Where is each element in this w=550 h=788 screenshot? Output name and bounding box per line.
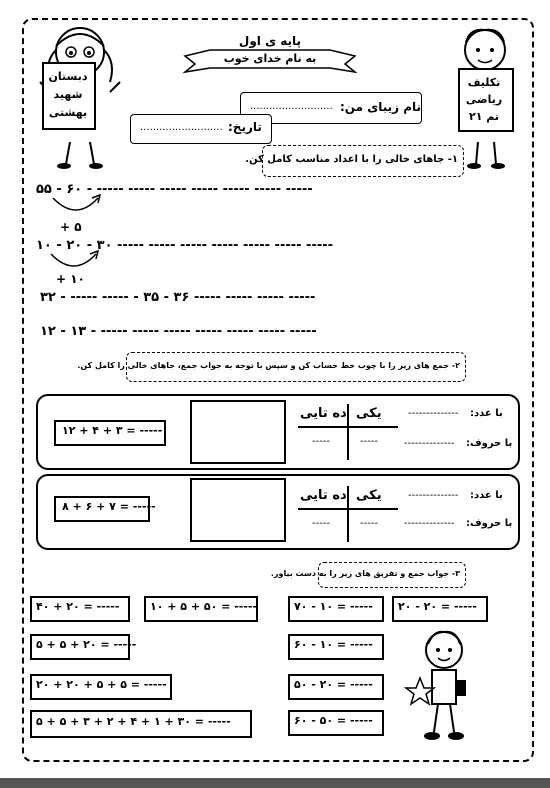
name-dots[interactable]: .......................... bbox=[250, 101, 333, 112]
with-number-blank-1[interactable]: -------------- bbox=[408, 408, 459, 419]
q3-right-4[interactable]: ۵۰ - ۲۰ = ----- bbox=[294, 678, 373, 691]
yeki-blank-1[interactable]: ----- bbox=[360, 436, 379, 447]
q3-right-1[interactable]: ۲۰ - ۲۰ = ----- bbox=[398, 600, 477, 613]
q1-row-4[interactable]: ۱۲ - ۱۳ - ----- ----- ----- ----- ----- ----- ----- bbox=[40, 324, 317, 339]
col-dahtayi-1: ده تایی bbox=[300, 406, 347, 421]
homework-line-3: تم ۲۱ bbox=[468, 110, 500, 123]
school-line-3: بهشتی bbox=[48, 106, 88, 119]
with-number-label-1: با عدد: bbox=[470, 408, 503, 419]
school-line-1: دبستان bbox=[48, 70, 88, 83]
q3-right-3[interactable]: ۶۰ - ۱۰ = ----- bbox=[294, 638, 373, 651]
grade-title: پایه ی اول bbox=[238, 34, 302, 48]
q2-problem-2[interactable]: ۸ + ۶ + ۷ = ----- bbox=[62, 500, 156, 513]
with-letters-label-2: با حروف: bbox=[466, 518, 513, 529]
homework-line-1: تکلیف bbox=[467, 76, 501, 89]
school-line-2: شهید bbox=[53, 88, 83, 101]
bottom-bar bbox=[0, 778, 550, 788]
q3-right-5[interactable]: ۶۰ - ۵۰ = ----- bbox=[294, 714, 373, 727]
q3-left-1[interactable]: ۴۰ + ۲۰ = ----- bbox=[36, 600, 120, 613]
q3-left-4[interactable]: ۵ + ۵ + ۳ + ۲ + ۴ + ۱ + ۳۰ = ----- bbox=[36, 715, 231, 728]
col-yeki-2: یکی bbox=[356, 488, 382, 503]
with-letters-blank-2[interactable]: -------------- bbox=[404, 518, 455, 529]
homework-line-2: ریاضی bbox=[465, 93, 503, 106]
q3-left-3[interactable]: ۲۰ + ۲۰ + ۵ + ۵ = ----- bbox=[36, 678, 167, 691]
dahtayi-blank-2[interactable]: ----- bbox=[312, 518, 331, 529]
q1-row-3[interactable]: ۳۲ - ----- ----- - ۳۵ - ۳۶ ----- ----- ----- ----- bbox=[40, 290, 316, 305]
dahtayi-blank-1[interactable]: ----- bbox=[312, 436, 331, 447]
col-dahtayi-2: ده تایی bbox=[300, 488, 347, 503]
q3-right-2[interactable]: ۷۰ - ۱۰ = ----- bbox=[294, 600, 373, 613]
with-letters-label-1: با حروف: bbox=[466, 438, 513, 449]
with-letters-blank-1[interactable]: -------------- bbox=[404, 438, 455, 449]
with-number-blank-2[interactable]: -------------- bbox=[408, 490, 459, 501]
tally-box-1[interactable] bbox=[190, 400, 286, 464]
date-label: تاریخ: bbox=[228, 120, 262, 134]
with-number-label-2: با عدد: bbox=[470, 490, 503, 501]
date-dots[interactable]: .......................... bbox=[140, 122, 223, 133]
q3-instruction: ۳- جواب جمع و تفریق های زیر را به دست بیاور. bbox=[270, 569, 460, 578]
q1-row-1[interactable]: ۵۵ - ۶۰ - ----- ----- ----- ----- ----- ----- ----- bbox=[36, 182, 313, 197]
table-vline-1 bbox=[347, 404, 349, 460]
q1-step-1: + ۵ bbox=[60, 220, 82, 234]
q1-row-2[interactable]: ۱۰ - ۲۰ - ۳۰ ----- ----- ----- ----- ----- ----- ----- bbox=[36, 238, 334, 253]
q2-problem-1[interactable]: ۱۲ + ۴ + ۳ = ----- bbox=[62, 424, 163, 437]
col-yeki-1: یکی bbox=[356, 406, 382, 421]
q2-instruction: ۲- جمع های زیر را با چوب خط حساب کن و سپس با توجه به جواب جمع، جاهای خالی را کامل کن. bbox=[77, 361, 460, 370]
q1-instruction: ۱- جاهای خالی را با اعداد مناسب کامل کن. bbox=[245, 154, 458, 165]
boy-star-cartoon bbox=[400, 628, 490, 748]
table-vline-2 bbox=[347, 486, 349, 542]
tally-box-2[interactable] bbox=[190, 478, 286, 542]
q3-mid-1[interactable]: ۱۰ + ۵ + ۵۰ = ----- bbox=[150, 600, 258, 613]
arrow-icon bbox=[48, 190, 108, 220]
q3-left-2[interactable]: ۵ + ۵ + ۲۰ = ----- bbox=[36, 638, 137, 651]
q1-step-2: + ۱۰ bbox=[56, 272, 85, 286]
yeki-blank-2[interactable]: ----- bbox=[360, 518, 379, 529]
bismillah-text: به نام خدای خوب bbox=[223, 52, 317, 65]
name-label: نام زیبای من: bbox=[340, 100, 422, 114]
